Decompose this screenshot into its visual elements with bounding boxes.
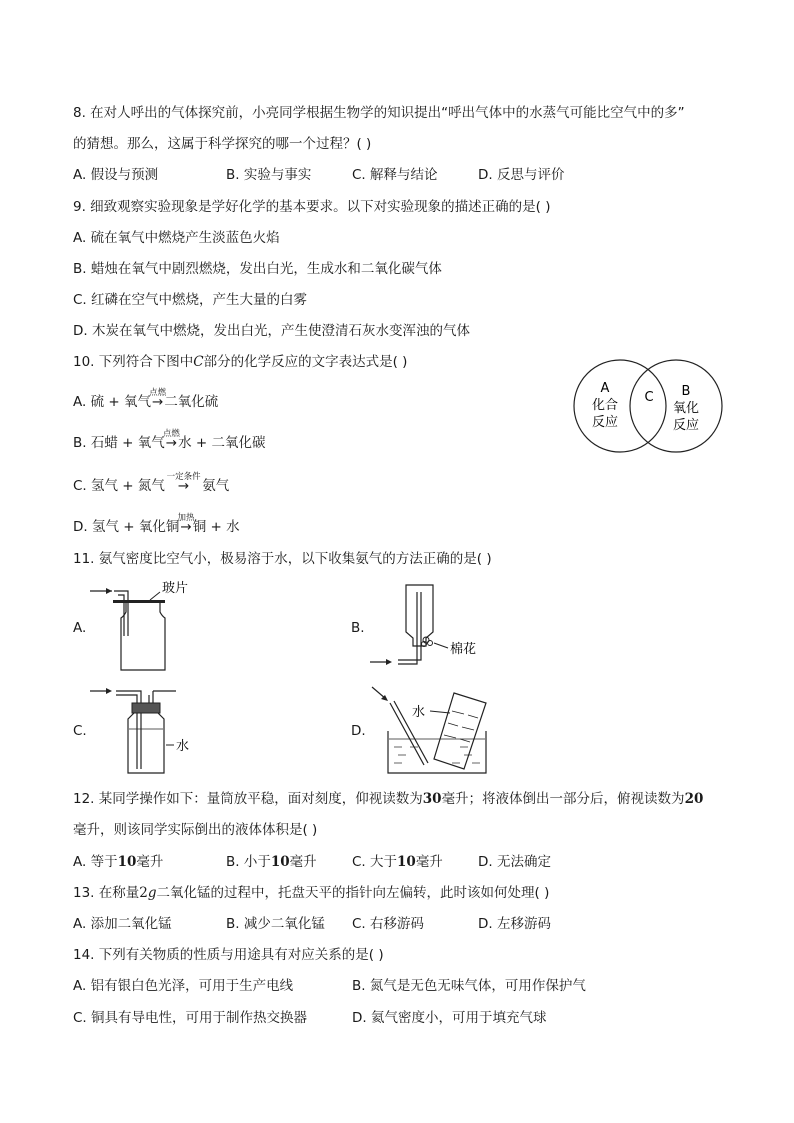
figure-b-label: 棉花 (450, 642, 477, 657)
q10-option-b-products: 水 + 二氧化碳 (178, 435, 266, 451)
reaction-arrow-icon: → (152, 394, 164, 410)
q12-option-c-pre: C. 大于 (352, 854, 398, 870)
venn-left-letter: A (600, 381, 610, 396)
figure-d-label: 水 (412, 705, 426, 720)
q10-option-c-arrow (166, 472, 201, 495)
q8-option-d: D. 反思与评价 (478, 167, 565, 183)
q10-option-b (73, 429, 266, 452)
q12-option-c-post: 毫升 (415, 854, 443, 870)
q12-option-c (352, 853, 443, 871)
q8-stem-line1: 8. 在对人呼出的气体探究前，小亮同学根据生物学的知识提出“呼出气体中的水蒸气可能比空气中的多” (73, 105, 685, 121)
q12-option-d-pre: D. 无法确定 (478, 854, 551, 870)
q10-option-c (73, 472, 230, 495)
reaction-arrow-icon: → (180, 519, 192, 535)
q8-option-c: C. 解释与结论 (352, 167, 438, 183)
q12-stem-part1: 12. 某同学操作如下：量筒放平稳，面对刻度，仰视读数为 (73, 791, 423, 807)
q14-stem: 14. 下列有关物质的性质与用途具有对应关系的是( ) (73, 947, 384, 963)
q11-label-c: C. (73, 723, 87, 739)
q10-option-c-label: C. (73, 478, 87, 494)
q10-stem (73, 353, 407, 371)
venn-left-line2: 反应 (591, 415, 619, 430)
q13-stem-part2: 二氧化锰的过程中，托盘天平的指针向左偏转，此时该如何处理( ) (156, 885, 550, 901)
q11-label-a: A. (73, 620, 87, 636)
q12-option-c-num: 10 (397, 854, 416, 870)
q10-option-c-reactants: 氢气 + 氮气 (91, 478, 165, 494)
q10-option-c-condition: 一定条件 (166, 472, 201, 482)
q10-option-c-products: 氨气 (202, 478, 230, 494)
q9-option-c: C. 红磷在空气中燃烧，产生大量的白雾 (73, 292, 308, 308)
q12-option-a-post: 毫升 (136, 854, 164, 870)
q10-option-b-condition: 点燃 (162, 429, 180, 439)
q10-option-a-products: 二氧化硫 (164, 394, 219, 410)
q10-option-b-label: B. (73, 435, 87, 451)
venn-left-line1: 化合 (591, 398, 619, 413)
q10-option-a-label: A. (73, 394, 87, 410)
q8-option-b: B. 实验与事实 (226, 167, 312, 183)
q8-stem-line2: 的猜想。那么，这属于科学探究的哪一个过程？( ) (73, 136, 372, 152)
q11-label-b: B. (351, 620, 365, 636)
q12-option-b-post: 毫升 (289, 854, 317, 870)
figure-d-water-trough (368, 683, 498, 778)
q10-option-a (73, 388, 219, 411)
venn-right-line1: 氧化 (672, 401, 700, 416)
q10-option-d-reactants: 氢气 + 氧化铜 (91, 519, 180, 535)
q10-option-d-products: 铜 + 水 (192, 519, 240, 535)
reaction-arrow-icon: → (177, 478, 190, 494)
q13-stem (73, 884, 549, 902)
q9-stem: 9. 细致观察实验现象是学好化学的基本要求。以下对实验现象的描述正确的是( ) (73, 199, 551, 215)
figure-a-label: 玻片 (162, 581, 189, 596)
q14-option-b: B. 氮气是无色无味气体，可用作保护气 (352, 978, 586, 994)
figure-b-inverted-bottle (368, 580, 488, 680)
q13-option-c: C. 右移游码 (352, 916, 425, 932)
q12-option-b (226, 853, 317, 871)
q9-option-a: A. 硫在氧气中燃烧产生淡蓝色火焰 (73, 230, 280, 246)
venn-right-letter: B (681, 384, 691, 399)
venn-mid-letter: C (644, 390, 654, 405)
q14-option-c: C. 铜具有导电性，可用于制作热交换器 (73, 1010, 308, 1026)
q13-option-d: D. 左移游码 (478, 916, 551, 932)
venn-diagram (570, 356, 730, 456)
figure-c-water-bottle (88, 683, 208, 778)
q10-option-a-condition: 点燃 (149, 388, 167, 398)
q14-option-d: D. 氦气密度小，可用于填充气球 (352, 1010, 547, 1026)
q13-unit: g (147, 885, 157, 901)
q10-option-d-label: D. (73, 519, 88, 535)
figure-a-gas-jar (88, 576, 198, 676)
q10-option-d-condition: 加热 (177, 513, 195, 523)
q11-label-d: D. (351, 723, 366, 739)
q12-value-20: 20 (684, 791, 704, 807)
reaction-arrow-icon: → (165, 435, 178, 451)
q12-option-a-pre: A. 等于 (73, 854, 118, 870)
q10-option-b-arrow (162, 429, 180, 452)
q12-value-30: 30 (422, 791, 442, 807)
q12-stem-line1 (73, 790, 703, 808)
q12-option-b-pre: B. 小于 (226, 854, 271, 870)
q12-option-a-num: 10 (117, 854, 137, 870)
q13-stem-part1: 13. 在称量 (73, 885, 140, 901)
q10-stem-pre: 10. 下列符合下图中 (73, 354, 194, 370)
q9-option-d: D. 木炭在氧气中燃烧，发出白光，产生使澄清石灰水变浑浊的气体 (73, 323, 470, 339)
q9-option-b: B. 蜡烛在氧气中剧烈燃烧，发出白光，生成水和二氧化碳气体 (73, 261, 442, 277)
q11-stem: 11. 氨气密度比空气小，极易溶于水，以下收集氨气的方法正确的是( ) (73, 551, 492, 567)
q14-option-a: A. 铝有银白色光泽，可用于生产电线 (73, 978, 294, 994)
venn-right-line2: 反应 (672, 418, 700, 433)
q8-option-a: A. 假设与预测 (73, 167, 159, 183)
q10-option-d-arrow (177, 513, 195, 536)
venn-circle-left (574, 360, 666, 452)
q13-option-b: B. 减少二氧化锰 (226, 916, 325, 932)
q10-stem-var: C (193, 354, 204, 370)
q12-option-a (73, 853, 163, 871)
q13-value: 2 (139, 885, 148, 901)
q10-option-b-reactants: 石蜡 + 氧气 (90, 435, 165, 451)
q10-option-a-arrow (149, 388, 167, 411)
q10-option-d (73, 513, 240, 536)
q13-option-a: A. 添加二氧化锰 (73, 916, 172, 932)
q12-option-d (478, 853, 551, 871)
q10-stem-post: 部分的化学反应的文字表达式是( ) (203, 354, 408, 370)
figure-c-label: 水 (176, 739, 190, 754)
q10-option-a-reactants: 硫 + 氧气 (90, 394, 151, 410)
q12-option-b-num: 10 (270, 854, 290, 870)
q12-stem-part2: 毫升；将液体倒出一部分后，俯视读数为 (441, 791, 685, 807)
q12-stem-line2: 毫升，则该同学实际倒出的液体体积是( ) (73, 822, 318, 838)
